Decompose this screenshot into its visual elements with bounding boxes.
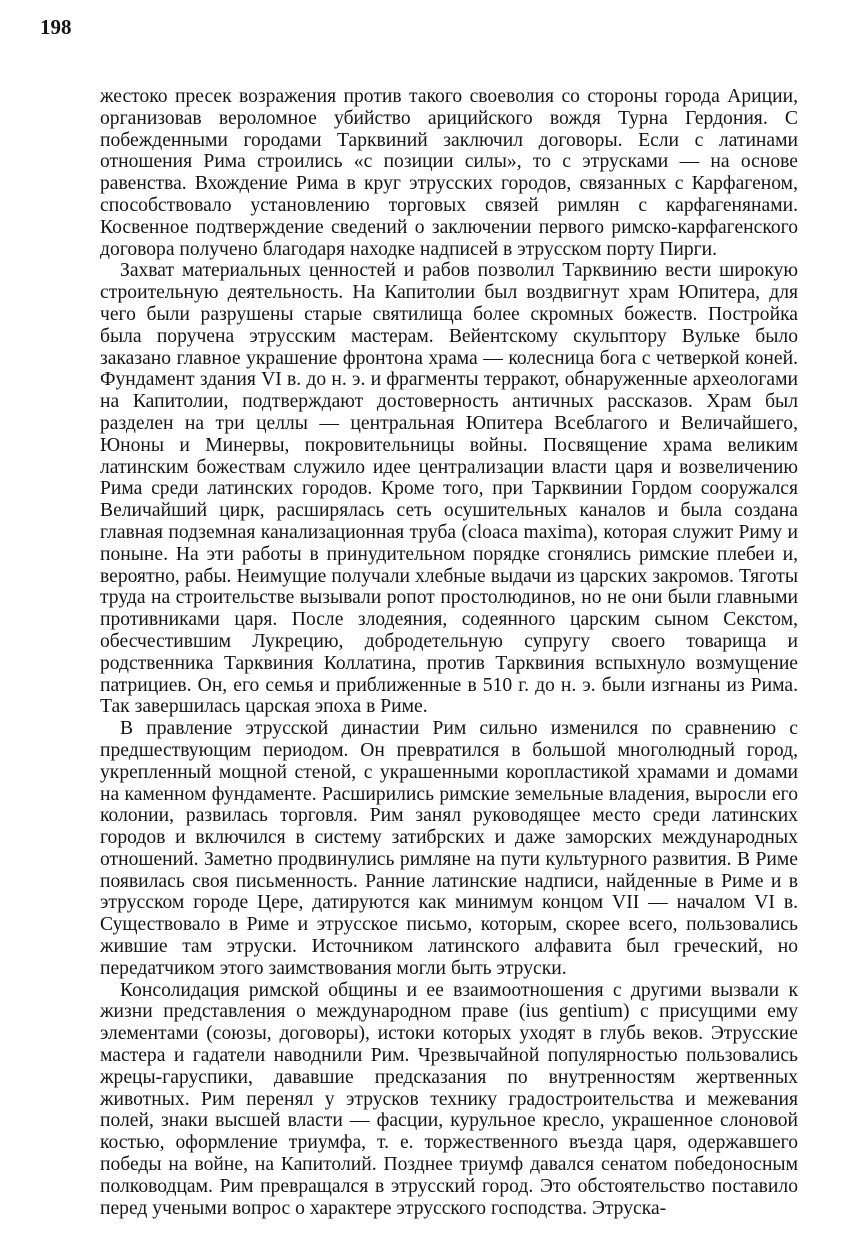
paragraph-1: жестоко пресек возражения против такого своеволия со стороны города Ариции, организовав вероломное убийство арицийского вождя Турна Гердония. С побежденными городами Тарквиний заключил договоры. Если с латинами отношения Рима строились «с позиции силы», то с этрусками — на основе равенства. Вхождение Рима в круг этрусских городов, связанных с Карфагеном, способствовало установлению торговых связей римлян с карфагенянами. Косвенное подтверждение сведений о заключении первого римско-карфагенского договора получено благодаря находке надписей в этрусском порту Пирги. xyxy=(100,86,798,260)
page-number: 198 xyxy=(40,15,72,39)
text-body xyxy=(100,86,798,1219)
paragraph-3: В правление этрусской династии Рим сильно изменился по сравнению с предшествующим периодом. Он превратился в большой многолюдный город, укрепленный мощной стеной, с украшенными коропластикой храмами и домами на каменном фундаменте. Расширились римские земельные владения, выросли его колонии, развилась торговля. Рим занял руководящее место среди латинских городов и включился в систему затибрских и даже заморских международных отношений. Заметно продвинулись римляне на пути культурного развития. В Риме появилась своя письменность. Ранние латинские надписи, найденные в Риме и в этрусском городе Цере, датируются как минимум концом VII — началом VI в. Существовало в Риме и этрусское письмо, которым, скорее всего, пользовались жившие там этруски. Источником латинского алфавита был греческий, но передатчиком этого заимствования могли быть этруски. xyxy=(100,718,798,979)
paragraph-2: Захват материальных ценностей и рабов позволил Тарквинию вести широкую строительную деятельность. На Капитолии был воздвигнут храм Юпитера, для чего были разрушены старые святилища более скромных божеств. Постройка была поручена этрусским мастерам. Вейентскому скульптору Вульке было заказано главное украшение фронтона храма — колесница бога с четверкой коней. Фундамент здания VI в. до н. э. и фрагменты терракот, обнаруженные археологами на Капитолии, подтверждают достоверность античных рассказов. Храм был разделен на три целлы — центральная Юпитера Всеблагого и Величайшего, Юноны и Минервы, покровительницы войны. Посвящение храма великим латинским божествам служило идее централизации власти царя и возвеличению Рима среди латинских городов. Кроме того, при Тарквинии Гордом сооружался Величайший цирк, расширялась сеть осушительных каналов и была создана главная подземная канализационная труба (cloaca maxima), которая служит Риму и поныне. На эти работы в принудительном порядке сгонялись римские плебеи и, вероятно, рабы. Неимущие получали хлебные выдачи из царских закромов. Тяготы труда на строительстве вызывали ропот простолюдинов, но не они были главными противниками царя. После злодеяния, содеянного царским сыном Секстом, обесчестившим Лукрецию, добродетельную супругу своего товарища и родственника Тарквиния Коллатина, против Тарквиния вспыхнуло возмущение патрициев. Он, его семья и приближенные в 510 г. до н. э. были изгнаны из Рима. Так завершилась царская эпоха в Риме. xyxy=(100,260,798,718)
paragraph-4: Консолидация римской общины и ее взаимоотношения с другими вызвали к жизни представления о международном праве (ius gentium) с присущими ему элементами (союзы, договоры), истоки которых уходят в глубь веков. Этрусские мастера и гадатели наводнили Рим. Чрезвычайной популярностью пользовались жрецы-гаруспики, дававшие предсказания по внутренностям жертвенных животных. Рим перенял у этрусков технику градостроительства и межевания полей, знаки высшей власти — фасции, курульное кресло, украшенное слоновой костью, оформление триумфа, т. е. торжественного въезда царя, одержавшего победы на войне, на Капитолий. Позднее триумф давался сенатом победоносным полководцам. Рим превращался в этрусский город. Это обстоятельство поставило перед учеными вопрос о характере этрусского господства. Этруска- xyxy=(100,979,798,1219)
